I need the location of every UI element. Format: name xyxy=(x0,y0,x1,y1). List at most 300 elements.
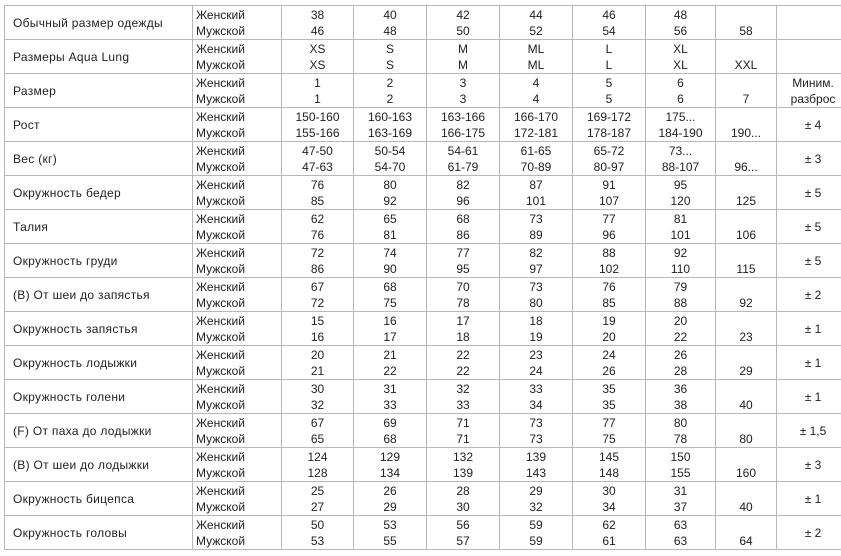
table-row xyxy=(5,380,841,414)
size-cell xyxy=(427,380,500,414)
size-cell xyxy=(500,448,573,482)
female-label: Женский xyxy=(196,415,245,430)
male-value: 139 xyxy=(452,465,474,480)
extra-size-cell xyxy=(716,380,777,414)
gender-cell xyxy=(193,40,282,74)
min-range-cell xyxy=(777,346,841,380)
female-value: 77 xyxy=(602,211,616,226)
male-value: 155-166 xyxy=(295,125,340,140)
size-cell xyxy=(500,40,573,74)
size-cell xyxy=(354,210,427,244)
size-cell xyxy=(354,244,427,278)
female-label: Женский xyxy=(196,211,245,226)
female-label: Женский xyxy=(196,381,245,396)
male-value: 2 xyxy=(386,91,394,106)
male-value: 22 xyxy=(673,329,688,344)
extra-size-value: 106 xyxy=(735,228,757,242)
female-value: 65 xyxy=(383,211,397,226)
size-cell xyxy=(646,74,716,108)
size-cell xyxy=(573,516,646,550)
female-value: 139 xyxy=(525,449,547,464)
female-value: 18 xyxy=(529,313,543,328)
size-cell xyxy=(646,176,716,210)
size-cell xyxy=(427,210,500,244)
male-value: 3 xyxy=(459,91,467,106)
extra-size-cell xyxy=(716,278,777,312)
size-cell xyxy=(282,312,354,346)
gender-cell xyxy=(193,6,282,40)
female-value: 73 xyxy=(529,415,543,430)
male-label: Мужской xyxy=(196,261,246,276)
female-value: 3 xyxy=(459,75,467,90)
extra-size-cell xyxy=(716,142,777,176)
min-range-cell xyxy=(777,516,841,550)
min-range-cell xyxy=(777,74,841,108)
female-value: 4 xyxy=(532,75,540,90)
size-cell xyxy=(646,516,716,550)
extra-size-value: XXL xyxy=(734,58,758,72)
female-value: 77 xyxy=(456,245,470,260)
size-cell xyxy=(354,414,427,448)
parameter-label: Окружность головы xyxy=(13,525,128,540)
min-range-value: ± 4 xyxy=(804,117,822,132)
min-range-cell xyxy=(777,142,841,176)
size-cell xyxy=(282,414,354,448)
male-value: 52 xyxy=(529,23,543,38)
size-cell xyxy=(500,414,573,448)
parameter-label: Размеры Aqua Lung xyxy=(13,49,130,64)
male-value: 89 xyxy=(529,227,543,242)
female-value: 87 xyxy=(529,177,543,192)
parameter-cell xyxy=(5,210,193,244)
female-value: 29 xyxy=(529,483,543,498)
male-label: Мужской xyxy=(196,227,246,242)
female-value: 73 xyxy=(529,279,543,294)
size-cell xyxy=(427,176,500,210)
male-label: Мужской xyxy=(196,295,246,310)
size-cell xyxy=(427,74,500,108)
min-range-cell xyxy=(777,380,841,414)
size-cell xyxy=(427,346,500,380)
female-value: 129 xyxy=(379,449,401,464)
size-chart-table xyxy=(4,5,841,550)
parameter-cell xyxy=(5,516,193,550)
size-cell xyxy=(646,380,716,414)
table-row xyxy=(5,346,841,380)
gender-cell xyxy=(193,210,282,244)
size-cell xyxy=(646,210,716,244)
extra-size-cell xyxy=(716,210,777,244)
female-value: 160-163 xyxy=(367,109,413,124)
parameter-label: Рост xyxy=(13,117,40,132)
size-cell xyxy=(282,176,354,210)
extra-size-value: 125 xyxy=(735,194,757,208)
extra-size-cell xyxy=(716,40,777,74)
male-value: 16 xyxy=(310,329,325,344)
male-value: 97 xyxy=(529,261,543,276)
male-value: 27 xyxy=(310,499,325,514)
female-value: 76 xyxy=(602,279,616,294)
size-cell xyxy=(573,176,646,210)
size-cell xyxy=(282,74,354,108)
min-range-cell xyxy=(777,482,841,516)
female-value: 62 xyxy=(602,517,616,532)
size-cell xyxy=(500,176,573,210)
size-cell xyxy=(646,312,716,346)
male-value: 63 xyxy=(673,533,688,548)
parameter-cell xyxy=(5,108,193,142)
size-cell xyxy=(500,278,573,312)
size-cell xyxy=(646,40,716,74)
male-value: 32 xyxy=(529,499,543,514)
female-value: 67 xyxy=(310,279,325,294)
female-value: 2 xyxy=(386,75,394,90)
female-value: 17 xyxy=(456,313,470,328)
female-value: 82 xyxy=(529,245,543,260)
parameter-cell xyxy=(5,244,193,278)
size-cell xyxy=(646,278,716,312)
parameter-label: Окружность запястья xyxy=(13,321,138,336)
female-value: 56 xyxy=(456,517,470,532)
gender-cell xyxy=(193,346,282,380)
female-value: 166-170 xyxy=(513,109,559,124)
parameter-label: Окружность бедер xyxy=(13,185,121,200)
male-value: 143 xyxy=(525,465,547,480)
male-label: Мужской xyxy=(196,397,246,412)
male-value: 86 xyxy=(456,227,470,242)
size-cell xyxy=(573,346,646,380)
size-cell xyxy=(573,448,646,482)
male-value: 128 xyxy=(307,465,328,480)
male-value: 18 xyxy=(456,329,470,344)
min-range-cell xyxy=(777,278,841,312)
male-value: 28 xyxy=(673,363,688,378)
female-label: Женский xyxy=(196,279,245,294)
male-label: Мужской xyxy=(196,363,246,378)
female-value: 80 xyxy=(673,415,688,430)
size-cell xyxy=(427,142,500,176)
female-value: 44 xyxy=(529,7,543,22)
female-value: ML xyxy=(527,41,545,56)
female-value: 38 xyxy=(310,7,325,22)
female-value: S xyxy=(385,41,394,56)
male-value: L xyxy=(605,57,613,72)
female-value: 88 xyxy=(602,245,616,260)
female-value: 50-54 xyxy=(374,143,406,158)
table-row xyxy=(5,482,841,516)
female-label: Женский xyxy=(196,517,245,532)
table-row xyxy=(5,516,841,550)
female-label: Женский xyxy=(196,143,245,158)
female-value: 40 xyxy=(383,7,397,22)
female-value: 76 xyxy=(310,177,325,192)
male-value: 70-89 xyxy=(520,159,552,174)
female-value: 22 xyxy=(456,347,470,362)
size-cell xyxy=(573,380,646,414)
male-value: 178-187 xyxy=(586,125,632,140)
min-range-value: ± 3 xyxy=(804,151,822,166)
size-cell xyxy=(282,278,354,312)
male-value: 61-79 xyxy=(447,159,479,174)
female-value: 28 xyxy=(456,483,470,498)
male-value: 81 xyxy=(383,227,397,242)
min-range-value: ± 5 xyxy=(804,219,822,234)
female-value: 31 xyxy=(673,483,688,498)
parameter-cell xyxy=(5,74,193,108)
table-row xyxy=(5,278,841,312)
extra-size-cell xyxy=(716,346,777,380)
female-value: 68 xyxy=(383,279,397,294)
male-value: 33 xyxy=(456,397,470,412)
size-cell xyxy=(427,278,500,312)
extra-size-value: 7 xyxy=(742,92,750,106)
gender-cell xyxy=(193,482,282,516)
male-value: 78 xyxy=(673,431,688,446)
male-label: Мужской xyxy=(196,23,246,38)
gender-cell xyxy=(193,278,282,312)
male-value: 88-107 xyxy=(661,159,700,174)
size-cell xyxy=(427,482,500,516)
female-value: 81 xyxy=(673,211,688,226)
extra-size-value: 58 xyxy=(739,24,753,38)
female-value: 48 xyxy=(673,7,688,22)
male-value: 134 xyxy=(379,465,401,480)
min-range-value: ± 5 xyxy=(804,253,822,268)
female-value: 150-160 xyxy=(295,109,340,124)
parameter-label: Окружность лодыжки xyxy=(13,355,138,370)
female-label: Женский xyxy=(196,313,245,328)
size-cell xyxy=(427,448,500,482)
female-value: XL xyxy=(673,41,688,56)
male-value: 95 xyxy=(456,261,470,276)
parameter-label: Вес (кг) xyxy=(13,151,58,166)
gender-cell xyxy=(193,448,282,482)
size-cell xyxy=(354,482,427,516)
size-cell xyxy=(282,346,354,380)
female-value: 26 xyxy=(383,483,397,498)
female-value: 79 xyxy=(673,279,688,294)
female-value: 73 xyxy=(529,211,543,226)
male-value: 101 xyxy=(525,193,547,208)
size-cell xyxy=(573,142,646,176)
male-value: 5 xyxy=(605,91,613,106)
female-value: 59 xyxy=(529,517,543,532)
male-value: 101 xyxy=(670,227,691,242)
extra-size-cell xyxy=(716,516,777,550)
size-cell xyxy=(354,380,427,414)
table-row xyxy=(5,74,841,108)
table-row xyxy=(5,210,841,244)
size-cell xyxy=(354,516,427,550)
parameter-cell xyxy=(5,40,193,74)
female-value: 150 xyxy=(670,449,691,464)
male-value: 26 xyxy=(602,363,616,378)
extra-size-value: 190... xyxy=(730,126,762,140)
parameter-label: Окружность бицепса xyxy=(13,491,135,506)
parameter-cell xyxy=(5,312,193,346)
male-value: 71 xyxy=(456,431,470,446)
size-cell xyxy=(573,482,646,516)
male-value: 1 xyxy=(314,91,321,106)
table-row xyxy=(5,448,841,482)
size-cell xyxy=(646,142,716,176)
female-value: 47-50 xyxy=(302,143,333,158)
male-value: 107 xyxy=(598,193,620,208)
male-label: Мужской xyxy=(196,431,246,446)
female-value: 20 xyxy=(310,347,325,362)
male-value: 68 xyxy=(383,431,397,446)
female-value: 25 xyxy=(310,483,325,498)
female-value: 72 xyxy=(310,245,325,260)
female-value: XS xyxy=(309,41,326,56)
male-label: Мужской xyxy=(196,465,246,480)
extra-size-value: 40 xyxy=(739,398,753,412)
male-value: 4 xyxy=(532,91,540,106)
male-value: 92 xyxy=(383,193,397,208)
female-value: 67 xyxy=(310,415,325,430)
min-range-cell xyxy=(777,414,841,448)
min-range-value: ± 1 xyxy=(804,355,822,370)
male-value: 29 xyxy=(383,499,397,514)
parameter-label: Окружность голени xyxy=(13,389,126,404)
male-value: 47-63 xyxy=(302,159,333,174)
size-cell xyxy=(500,380,573,414)
gender-cell xyxy=(193,312,282,346)
table-row xyxy=(5,244,841,278)
size-cell xyxy=(354,142,427,176)
male-value: 34 xyxy=(529,397,543,412)
male-value: 34 xyxy=(602,499,616,514)
size-cell xyxy=(500,108,573,142)
male-value: 102 xyxy=(598,261,620,276)
male-value: 46 xyxy=(310,23,325,38)
female-value: 24 xyxy=(602,347,616,362)
male-value: 120 xyxy=(670,193,691,208)
table-row xyxy=(5,40,841,74)
female-value: 74 xyxy=(383,245,397,260)
size-cell xyxy=(354,312,427,346)
table-row xyxy=(5,142,841,176)
gender-cell xyxy=(193,380,282,414)
female-value: 19 xyxy=(602,313,616,328)
size-cell xyxy=(646,108,716,142)
female-value: 92 xyxy=(673,245,688,260)
gender-cell xyxy=(193,176,282,210)
size-cell xyxy=(427,414,500,448)
female-value: M xyxy=(458,41,468,56)
gender-cell xyxy=(193,142,282,176)
female-value: 65-72 xyxy=(593,143,625,158)
min-range-header-line: Миним. xyxy=(792,75,834,90)
extra-size-value: 23 xyxy=(739,330,753,344)
parameter-label: (B) От шеи до запястья xyxy=(13,287,150,302)
male-label: Мужской xyxy=(196,499,246,514)
size-cell xyxy=(354,6,427,40)
size-cell xyxy=(427,108,500,142)
min-range-value: ± 3 xyxy=(804,457,822,472)
male-value: 20 xyxy=(602,329,616,344)
size-cell xyxy=(282,516,354,550)
size-cell xyxy=(282,40,354,74)
parameter-cell xyxy=(5,482,193,516)
table-row xyxy=(5,176,841,210)
female-value: 16 xyxy=(383,313,397,328)
table-row xyxy=(5,6,841,40)
male-value: M xyxy=(458,57,468,72)
female-value: 36 xyxy=(673,381,688,396)
female-value: 70 xyxy=(456,279,470,294)
male-value: 155 xyxy=(670,465,691,480)
size-cell xyxy=(282,108,354,142)
female-value: 20 xyxy=(673,313,688,328)
male-value: 85 xyxy=(602,295,616,310)
male-value: 37 xyxy=(673,499,688,514)
size-cell xyxy=(573,414,646,448)
size-cell xyxy=(354,176,427,210)
female-value: 6 xyxy=(677,75,684,90)
size-cell xyxy=(500,74,573,108)
male-value: 56 xyxy=(673,23,688,38)
min-range-value: ± 1 xyxy=(804,321,822,336)
female-value: 33 xyxy=(529,381,543,396)
size-cell xyxy=(646,482,716,516)
parameter-cell xyxy=(5,448,193,482)
female-label: Женский xyxy=(196,7,245,22)
male-value: 65 xyxy=(310,431,325,446)
size-cell xyxy=(427,40,500,74)
gender-cell xyxy=(193,516,282,550)
extra-size-value: 40 xyxy=(739,500,753,514)
parameter-label: (F) От паха до лодыжки xyxy=(13,423,152,438)
male-value: 90 xyxy=(383,261,397,276)
female-label: Женский xyxy=(196,245,245,260)
table-row xyxy=(5,312,841,346)
male-value: 21 xyxy=(310,363,325,378)
female-value: 31 xyxy=(383,381,397,396)
male-value: 6 xyxy=(677,91,684,106)
male-value: 184-190 xyxy=(658,125,703,140)
extra-size-value: 96... xyxy=(734,160,758,174)
male-value: 48 xyxy=(383,23,397,38)
parameter-label: Талия xyxy=(13,219,49,234)
parameter-cell xyxy=(5,278,193,312)
female-label: Женский xyxy=(196,449,245,464)
extra-size-value: 115 xyxy=(736,262,756,276)
female-value: 77 xyxy=(602,415,616,430)
male-label: Мужской xyxy=(196,125,246,140)
table-row xyxy=(5,414,841,448)
male-value: 54-70 xyxy=(374,159,406,174)
male-value: 80 xyxy=(529,295,543,310)
male-value: 75 xyxy=(383,295,397,310)
extra-size-value: 92 xyxy=(739,296,753,310)
male-value: 38 xyxy=(673,397,688,412)
parameter-cell xyxy=(5,176,193,210)
size-cell xyxy=(282,482,354,516)
male-value: ML xyxy=(527,57,545,72)
female-value: 91 xyxy=(602,177,616,192)
size-cell xyxy=(646,244,716,278)
female-value: 30 xyxy=(310,381,325,396)
female-value: 32 xyxy=(456,381,470,396)
female-label: Женский xyxy=(196,41,245,56)
size-cell xyxy=(354,278,427,312)
male-label: Мужской xyxy=(196,57,246,72)
min-range-header-line: разброс xyxy=(790,91,836,106)
min-range-cell xyxy=(777,448,841,482)
female-value: 63 xyxy=(673,517,688,532)
size-cell xyxy=(646,448,716,482)
